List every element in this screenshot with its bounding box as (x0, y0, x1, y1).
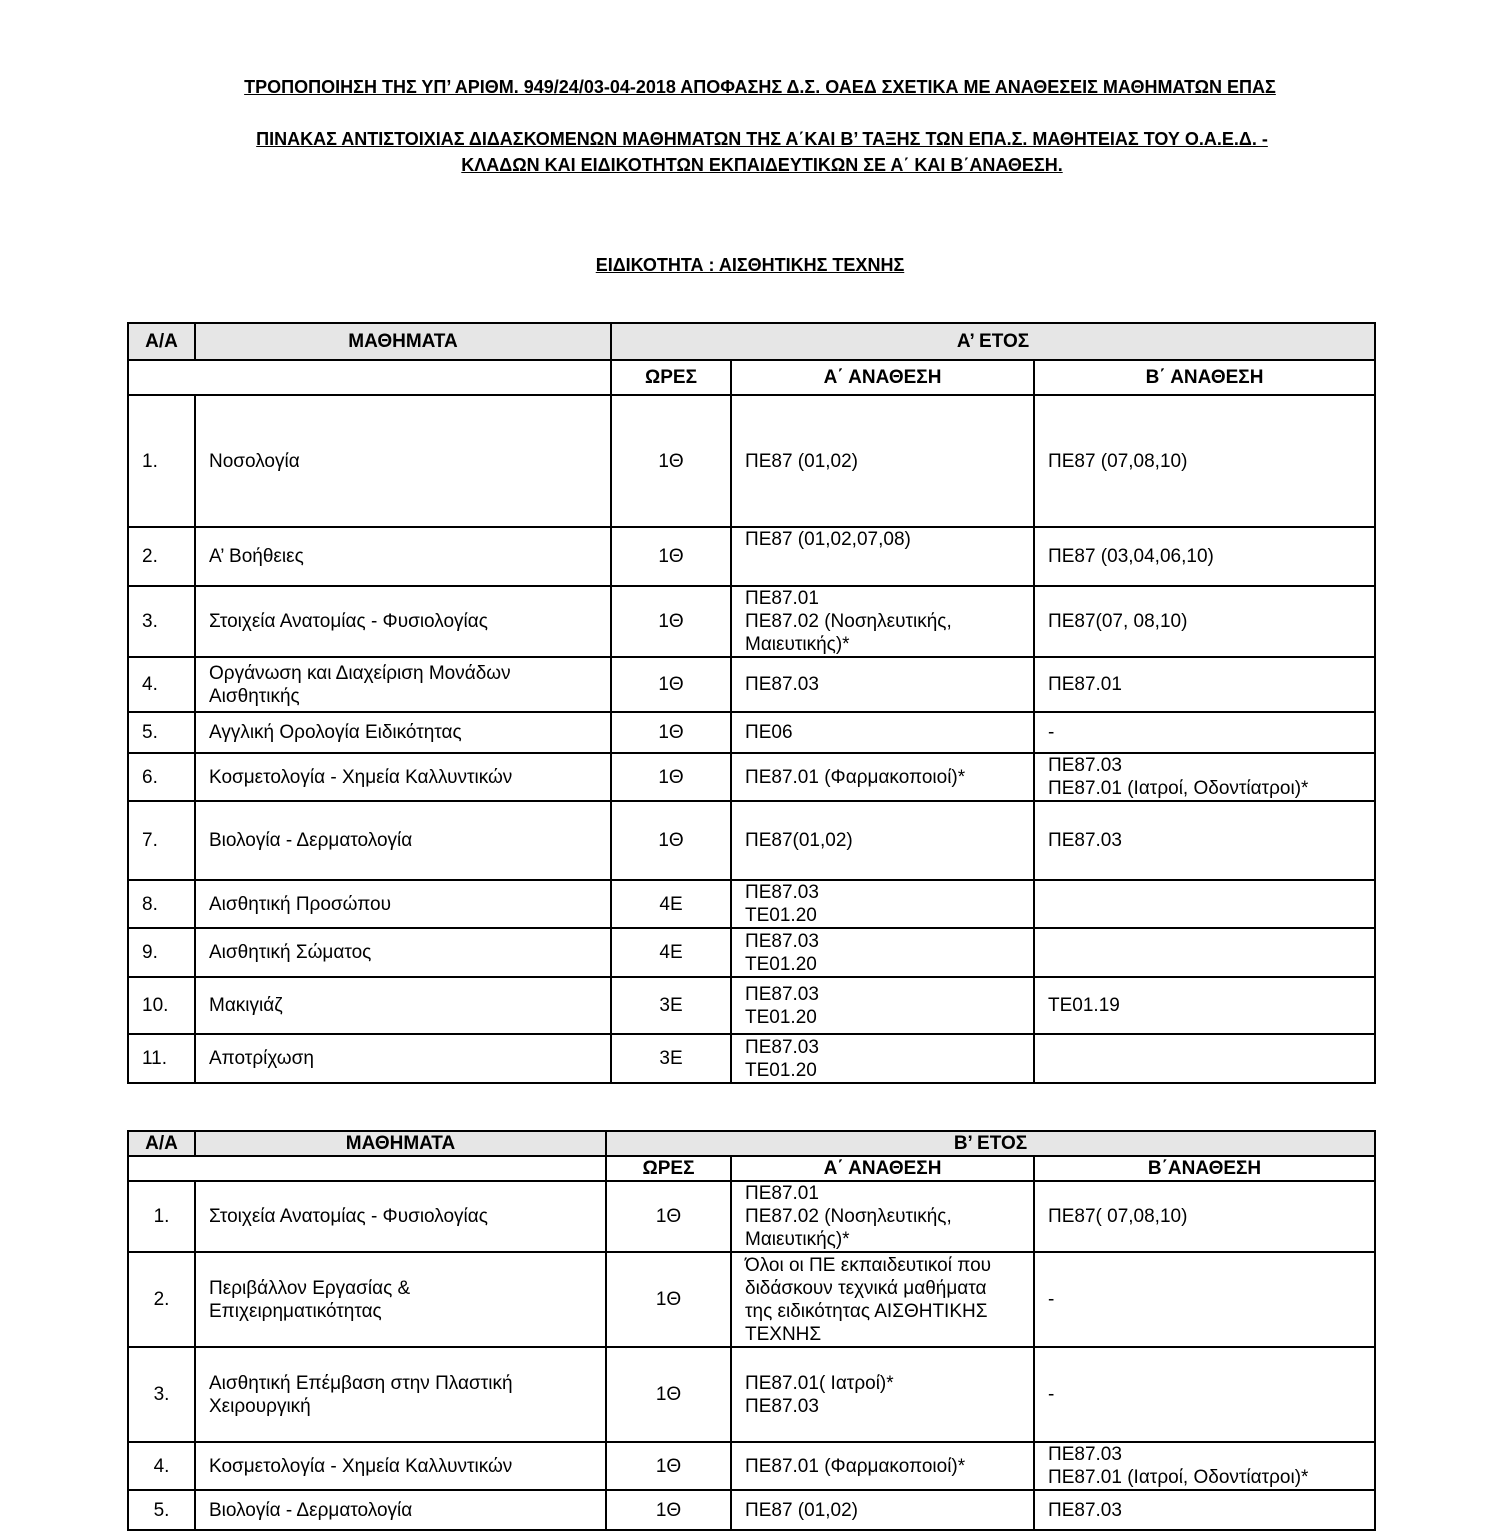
col-first-assignment: Α΄ ΑΝΑΘΕΣΗ (731, 1156, 1034, 1181)
row-number: 4. (128, 657, 195, 712)
hours-cell: 1Θ (606, 1347, 731, 1442)
first-assignment-cell-line: της ειδικότητας ΑΙΣΘΗΤΙΚΗΣ (745, 1300, 988, 1322)
subject-cell-line: Αισθητική Σώματος (209, 942, 372, 963)
col-subjects: ΜΑΘΗΜΑΤΑ (195, 323, 611, 360)
table-row (128, 1034, 1375, 1083)
row-number: 3. (128, 1347, 195, 1442)
subject-cell-line: Αισθητικής (209, 685, 300, 707)
subject-cell (195, 928, 611, 977)
first-assignment-cell (731, 712, 1034, 753)
second-assignment-cell-line: ΠΕ87.01 (Ιατροί, Οδοντίατροι)* (1048, 1467, 1309, 1488)
second-assignment-cell (1034, 880, 1375, 928)
subject-cell-line: Νοσολογία (209, 450, 300, 472)
first-assignment-cell-line: ΠΕ87.02 (Νοσηλευτικής, (745, 1206, 952, 1227)
subject-cell-line: Χειρουργική (209, 1395, 311, 1417)
table-row (128, 1252, 1375, 1347)
second-assignment-cell (1034, 1490, 1375, 1530)
second-assignment-cell-line: ΤΕ01.19 (1048, 995, 1120, 1016)
hours-cell: 1Θ (611, 657, 731, 712)
table-row (128, 657, 1375, 712)
hours-cell: 1Θ (606, 1442, 731, 1490)
first-assignment-cell-line: ΠΕ87 (01,02) (745, 1499, 859, 1521)
subject-cell (195, 753, 611, 801)
first-assignment-cell (731, 977, 1034, 1034)
second-assignment-cell-line: ΠΕ87.03 (1048, 755, 1122, 776)
table-heading (12, 126, 1500, 178)
first-assignment-cell (731, 1034, 1034, 1083)
first-assignment-cell-line: ΠΕ87.01 (Φαρμακοποιοί)* (745, 766, 966, 788)
second-assignment-cell (1034, 753, 1375, 801)
row-number: 9. (128, 928, 195, 977)
subject-cell-line: Βιολογία - Δερματολογία (209, 1499, 413, 1521)
row-number: 1. (128, 1181, 195, 1252)
table-row (128, 527, 1375, 586)
row-number: 2. (128, 1252, 195, 1347)
col-second-assignment: Β΄ ΑΝΑΘΕΣΗ (1034, 360, 1375, 395)
first-assignment-cell (731, 395, 1034, 527)
table-subheader-row (128, 360, 1375, 395)
hours-cell: 4Ε (611, 880, 731, 928)
subject-cell-line: Α’ Βοήθειες (209, 546, 304, 567)
second-assignment-cell-line: ΠΕ87 (07,08,10) (1048, 450, 1188, 472)
table-row (128, 1347, 1375, 1442)
first-assignment-cell-line: ΠΕ87.01 (Φαρμακοποιοί)* (745, 1455, 966, 1477)
table-subheader-row (128, 1156, 1375, 1181)
first-assignment-cell-line: ΠΕ87.02 (Νοσηλευτικής, (745, 611, 952, 632)
first-assignment-cell-line: Μαιευτικής)* (745, 634, 850, 655)
table-row (128, 395, 1375, 527)
first-assignment-cell (731, 801, 1034, 880)
table-heading-line-2: ΚΛΑΔΩΝ ΚΑΙ ΕΙΔΙΚΟΤΗΤΩΝ ΕΚΠΑΙΔΕΥΤΙΚΩΝ ΣΕ Α΄ ΚΑΙ Β΄ΑΝΑΘΕΣΗ. (461, 155, 1063, 175)
first-assignment-cell-line: ΠΕ87.01 (745, 588, 819, 609)
subject-cell (195, 395, 611, 527)
second-assignment-cell-line: ΠΕ87(07, 08,10) (1048, 611, 1188, 632)
row-number: 5. (128, 1490, 195, 1530)
hours-cell: 1Θ (611, 753, 731, 801)
subject-cell (195, 1442, 606, 1490)
col-subjects: ΜΑΘΗΜΑΤΑ (195, 1131, 606, 1156)
first-assignment-cell (731, 1442, 1034, 1490)
first-assignment-cell (731, 1490, 1034, 1530)
table-heading-line-1: ΠΙΝΑΚΑΣ ΑΝΤΙΣΤΟΙΧΙΑΣ ΔΙΔΑΣΚΟΜΕΝΩΝ ΜΑΘΗΜΑΤΩΝ ΤΗΣ Α΄ΚΑΙ Β’ ΤΑΞΗΣ ΤΩΝ ΕΠΑ.Σ. ΜΑΘΗΤΕΙΑΣ ΤΟΥ Ο.Α.Ε.Δ. - (256, 129, 1268, 149)
table-row (128, 977, 1375, 1034)
subject-cell (195, 586, 611, 657)
second-assignment-cell-line: ΠΕ87( 07,08,10) (1048, 1206, 1188, 1227)
subject-cell (195, 657, 611, 712)
table-row (128, 1181, 1375, 1252)
col-year: Α’ ΕΤΟΣ (611, 323, 1375, 360)
table-row (128, 1442, 1375, 1490)
hours-cell: 1Θ (611, 586, 731, 657)
subject-cell-line: Μακιγιάζ (209, 995, 283, 1016)
subject-cell-line: Οργάνωση και Διαχείριση Μονάδων (209, 662, 511, 684)
row-number: 6. (128, 753, 195, 801)
row-number: 1. (128, 395, 195, 527)
subject-cell (195, 712, 611, 753)
table-row (128, 712, 1375, 753)
first-assignment-cell-line: διδάσκουν τεχνικά μαθήματα (745, 1277, 987, 1299)
second-assignment-cell (1034, 1252, 1375, 1347)
table-row (128, 1490, 1375, 1530)
row-number: 4. (128, 1442, 195, 1490)
row-number: 5. (128, 712, 195, 753)
subject-cell-line: Αισθητική Προσώπου (209, 893, 392, 915)
first-assignment-cell-line: ΤΕ01.20 (745, 1059, 817, 1081)
hours-cell: 3Ε (611, 977, 731, 1034)
second-assignment-cell (1034, 977, 1375, 1034)
first-assignment-cell-line: ΤΕΧΝΗΣ (745, 1323, 822, 1345)
first-assignment-cell-line: ΠΕ87.03 (745, 674, 819, 695)
subject-cell (195, 1181, 606, 1252)
first-assignment-cell-line: ΠΕ87.01( Ιατροί)* (745, 1372, 894, 1394)
second-assignment-cell (1034, 395, 1375, 527)
first-assignment-cell-line: ΠΕ87.03 (745, 882, 819, 903)
table-row (128, 586, 1375, 657)
subject-cell (195, 527, 611, 586)
row-number: 2. (128, 527, 195, 586)
subject-cell (195, 801, 611, 880)
first-assignment-cell (731, 657, 1034, 712)
first-assignment-cell (731, 1347, 1034, 1442)
first-assignment-cell-line: ΠΕ06 (745, 722, 793, 743)
subject-cell-line: Επιχειρηματικότητας (209, 1300, 382, 1322)
first-assignment-cell (731, 753, 1034, 801)
table-row (128, 928, 1375, 977)
first-assignment-cell-line: ΠΕ87 (01,02) (745, 450, 859, 472)
subject-cell (195, 1252, 606, 1347)
subject-cell-line: Κοσμετολογία - Χημεία Καλλυντικών (209, 1455, 513, 1477)
row-number: 7. (128, 801, 195, 880)
table-header-row (128, 323, 1375, 360)
first-assignment-cell-line: ΤΕ01.20 (745, 1006, 817, 1028)
first-assignment-cell (731, 1252, 1034, 1347)
first-assignment-cell-line: ΠΕ87.03 (745, 983, 819, 1005)
first-assignment-cell-line: ΠΕ87.01 (745, 1183, 819, 1204)
second-assignment-cell (1034, 1442, 1375, 1490)
first-assignment-cell (731, 1181, 1034, 1252)
year-a-table (127, 322, 1376, 1084)
document-title: ΤΡΟΠΟΠΟΙΗΣΗ ΤΗΣ ΥΠ’ ΑΡΙΘΜ. 949/24/03-04-2018 ΑΠΟΦΑΣΗΣ Δ.Σ. ΟΑΕΔ ΣΧΕΤΙΚΑ ΜΕ ΑΝΑΘΕΣΕΙΣ ΜΑΘΗΜΑΤΩΝ ΕΠΑΣ (244, 77, 1276, 97)
first-assignment-cell-line: Όλοι οι ΠΕ εκπαιδευτικοί που (745, 1254, 992, 1276)
col-first-assignment: Α΄ ΑΝΑΘΕΣΗ (731, 360, 1034, 395)
subject-cell-line: Αποτρίχωση (209, 1048, 314, 1069)
year-a-table-body (128, 395, 1375, 1083)
second-assignment-cell-line: - (1048, 1289, 1055, 1310)
blank-header-cell (128, 360, 611, 395)
subject-cell-line: Περιβάλλον Εργασίας & (209, 1277, 411, 1299)
row-number: 8. (128, 880, 195, 928)
first-assignment-cell (731, 880, 1034, 928)
subject-cell-line: Κοσμετολογία - Χημεία Καλλυντικών (209, 766, 513, 788)
first-assignment-cell-line: ΠΕ87 (01,02,07,08) (745, 529, 911, 550)
subject-cell (195, 880, 611, 928)
subject-cell-line: Βιολογία - Δερματολογία (209, 830, 413, 851)
second-assignment-cell-line: - (1048, 1384, 1055, 1405)
subject-cell-line: Στοιχεία Ανατομίας - Φυσιολογίας (209, 611, 488, 632)
second-assignment-cell (1034, 527, 1375, 586)
hours-cell: 1Θ (611, 527, 731, 586)
col-second-assignment: Β΄ΑΝΑΘΕΣΗ (1034, 1156, 1375, 1181)
col-year: Β’ ΕΤΟΣ (606, 1131, 1375, 1156)
blank-header-cell (128, 1156, 606, 1181)
table-row (128, 880, 1375, 928)
second-assignment-cell-line: ΠΕ87.01 (Ιατροί, Οδοντίατροι)* (1048, 778, 1309, 799)
row-number: 10. (128, 977, 195, 1034)
table-header-row (128, 1131, 1375, 1156)
hours-cell: 1Θ (611, 395, 731, 527)
first-assignment-cell-line: ΠΕ87.03 (745, 930, 819, 952)
second-assignment-cell (1034, 1034, 1375, 1083)
first-assignment-cell (731, 527, 1034, 586)
hours-cell: 3Ε (611, 1034, 731, 1083)
second-assignment-cell-line: - (1048, 722, 1055, 743)
hours-cell: 1Θ (611, 801, 731, 880)
first-assignment-cell-line: ΠΕ87.03 (745, 1395, 819, 1417)
first-assignment-cell-line: ΤΕ01.20 (745, 905, 817, 926)
second-assignment-cell (1034, 586, 1375, 657)
row-number: 3. (128, 586, 195, 657)
second-assignment-cell-line: ΠΕ87.01 (1048, 674, 1122, 695)
col-aa: Α/Α (128, 323, 195, 360)
second-assignment-cell-line: ΠΕ87.03 (1048, 1499, 1122, 1521)
specialty-heading: ΕΙΔΙΚΟΤΗΤΑ : ΑΙΣΘΗΤΙΚΗΣ ΤΕΧΝΗΣ (595, 255, 905, 275)
subject-cell (195, 1490, 606, 1530)
subject-cell-line: Στοιχεία Ανατομίας - Φυσιολογίας (209, 1206, 488, 1227)
second-assignment-cell (1034, 712, 1375, 753)
table-row (128, 753, 1375, 801)
first-assignment-cell-line: ΠΕ87.03 (745, 1036, 819, 1058)
subject-cell-line: Αγγλική Ορολογία Ειδικότητας (209, 722, 462, 743)
subject-cell (195, 1347, 606, 1442)
second-assignment-cell (1034, 801, 1375, 880)
hours-cell: 1Θ (611, 712, 731, 753)
subject-cell (195, 1034, 611, 1083)
second-assignment-cell (1034, 1347, 1375, 1442)
second-assignment-cell-line: ΠΕ87.03 (1048, 1444, 1122, 1465)
second-assignment-cell (1034, 928, 1375, 977)
col-aa: Α/Α (128, 1131, 195, 1156)
row-number: 11. (128, 1034, 195, 1083)
second-assignment-cell-line: ΠΕ87 (03,04,06,10) (1048, 546, 1214, 567)
hours-cell: 1Θ (606, 1490, 731, 1530)
first-assignment-cell-line: ΤΕ01.20 (745, 953, 817, 975)
subject-cell (195, 977, 611, 1034)
year-b-table-body (128, 1181, 1375, 1530)
table-row (128, 801, 1375, 880)
subject-cell-line: Αισθητική Επέμβαση στην Πλαστική (209, 1372, 513, 1394)
second-assignment-cell-line: ΠΕ87.03 (1048, 830, 1122, 851)
hours-cell: 1Θ (606, 1181, 731, 1252)
first-assignment-cell-line: ΠΕ87(01,02) (745, 830, 853, 851)
hours-cell: 4Ε (611, 928, 731, 977)
year-b-table (127, 1130, 1376, 1531)
first-assignment-cell (731, 586, 1034, 657)
hours-cell: 1Θ (606, 1252, 731, 1347)
col-hours: ΩΡΕΣ (606, 1156, 731, 1181)
first-assignment-cell-line: Μαιευτικής)* (745, 1229, 850, 1250)
col-hours: ΩΡΕΣ (611, 360, 731, 395)
second-assignment-cell (1034, 1181, 1375, 1252)
second-assignment-cell (1034, 657, 1375, 712)
first-assignment-cell (731, 928, 1034, 977)
